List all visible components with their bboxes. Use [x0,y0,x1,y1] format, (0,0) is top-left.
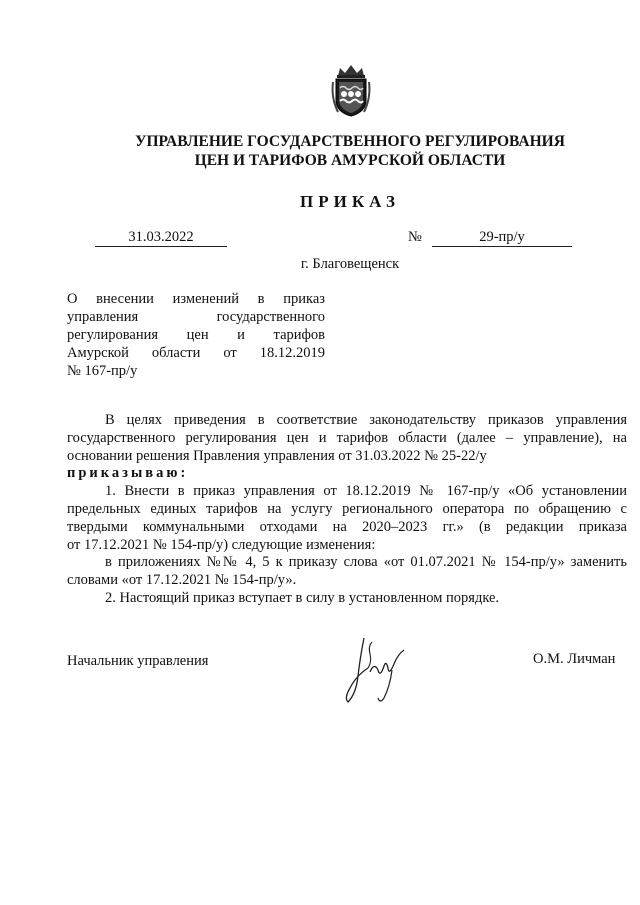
number-sign: № [408,229,422,245]
order-subject [67,290,325,380]
item-1-line: от 17.12.2021 № 154-пр/у) следующие изменения: [67,536,376,553]
item-2-line: 2. Настоящий приказ вступает в силу в установленном порядке. [105,589,500,606]
handwritten-signature [334,628,414,710]
order-number: 29-пр/у [432,229,572,247]
subject-line: управления государственного [67,309,325,325]
signature-icon [334,628,414,710]
document-type-heading: ПРИКАЗ [300,192,400,211]
order-date: 31.03.2022 [95,229,227,247]
item-1-sub-line: в приложениях №№ 4, 5 к приказу слова «от 01.07.2021 № 154-пр/у» заменить [105,554,627,571]
subject-line: О внесении изменений в приказ [67,291,325,307]
preamble-line: государственного регулирования цен и тарифов области (далее – управление), на [67,429,627,446]
preamble-line: основании решения Правления управления от 31.03.2022 № 25-22/у [67,447,487,464]
city-name: г. Благовещенск [300,256,400,272]
item-1-line: предельных единых тарифов на услугу регионального оператора по обращению с [67,500,627,517]
item-1-line: 1. Внести в приказ управления от 18.12.2019 № 167-пр/у «Об установлении [105,483,627,500]
subject-line: № 167-пр/у [67,363,138,379]
signatory-name: О.М. Личман [533,651,616,667]
item-1-sub-line: словами «от 17.12.2021 № 154-пр/у». [67,572,297,589]
order-body [67,412,627,608]
item-1-line: твердыми коммунальными отходами на 2020–2023 гг.» (в редакции приказа [67,518,627,535]
preamble-line: В целях приведения в соответствие законодательству приказов управления [105,412,627,428]
organization-title [60,132,640,170]
organization-title-line-2: ЦЕН И ТАРИФОВ АМУРСКОЙ ОБЛАСТИ [194,152,506,169]
subject-line: Амурской области от 18.12.2019 [67,345,325,361]
organization-title-line-1: УПРАВЛЕНИЕ ГОСУДАРСТВЕННОГО РЕГУЛИРОВАНИЯ [135,133,565,150]
coat-of-arms-icon [328,62,374,118]
coat-of-arms-emblem [328,62,374,118]
order-directive-word: приказываю: [67,465,189,482]
signatory-position: Начальник управления [67,653,209,669]
subject-line: регулирования цен и тарифов [67,327,325,343]
